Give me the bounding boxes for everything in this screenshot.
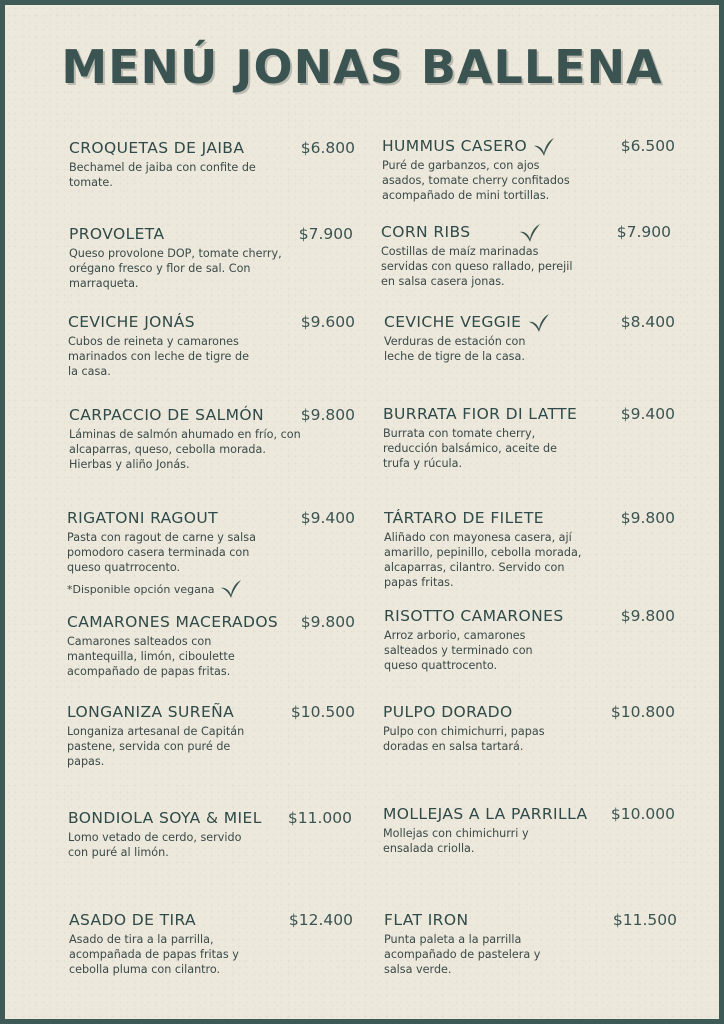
vegan-note-text: *Disponible opción vegana	[67, 582, 215, 596]
item-description: Queso provolone DOP, tomate cherry, orégano fresco y flor de sal. Con marraqueta.	[69, 247, 282, 290]
item-description: Aliñado con mayonesa casera, ají amarillo, pepinillo, cebolla morada, alcaparras, cilantro. Servido con papas fritas.	[384, 531, 582, 589]
item-name: CARPACCIO DE SALMÓN	[69, 406, 265, 424]
item-name: MOLLEJAS A LA PARRILLA	[383, 805, 588, 823]
leaf-icon	[219, 579, 243, 599]
item-description: Bechamel de jaiba con confite de tomate.	[69, 161, 256, 189]
item-price: $7.900	[616, 223, 671, 241]
menu-item	[383, 803, 675, 856]
item-price: $9.600	[300, 313, 355, 331]
menu-item	[69, 223, 353, 291]
item-description: Camarones salteados con mantequilla, limón, ciboulette acompañado de papas fritas.	[67, 635, 235, 678]
leaf-icon	[518, 223, 542, 243]
item-name: CEVICHE JONÁS	[68, 313, 195, 331]
item-price: $9.400	[300, 509, 355, 527]
item-name: CAMARONES MACERADOS	[67, 613, 279, 631]
item-description: Verduras de estación con leche de tigre de la casa.	[384, 335, 526, 363]
menu-title: MENÚ JONAS BALLENA	[61, 40, 663, 94]
menu-item	[67, 611, 355, 679]
item-price: $11.500	[612, 911, 677, 929]
vegan-note	[67, 579, 355, 599]
menu-item	[382, 135, 675, 203]
item-description: Láminas de salmón ahumado en frío, con alcaparras, queso, cebolla morada. Hierbas y aliño Jonás.	[69, 428, 301, 471]
item-name: CROQUETAS DE JAIBA	[69, 139, 245, 157]
item-price: $9.800	[300, 406, 355, 424]
item-price: $10.500	[290, 703, 355, 721]
item-description: Pulpo con chimichurri, papas doradas en salsa tartará.	[383, 725, 545, 753]
item-description: Pasta con ragout de carne y salsa pomodoro casera terminada con queso quatrrocento.	[67, 531, 256, 574]
item-price: $9.800	[300, 613, 355, 631]
item-description: Mollejas con chimichurri y ensalada criolla.	[383, 827, 529, 855]
item-name: ASADO DE TIRA	[69, 911, 197, 929]
item-price: $7.900	[298, 225, 353, 243]
menu-item	[69, 909, 353, 977]
item-description: Puré de garbanzos, con ajos asados, tomate cherry confitados acompañado de mini tortillas.	[382, 159, 570, 202]
item-name: BURRATA FIOR DI LATTE	[383, 405, 578, 423]
item-name-text: CEVICHE VEGGIE	[384, 313, 522, 331]
menu-item	[67, 701, 355, 769]
menu-item	[67, 507, 355, 599]
item-price: $8.400	[620, 313, 675, 331]
item-name: RISOTTO CAMARONES	[384, 607, 564, 625]
item-price: $10.000	[610, 805, 675, 823]
item-price: $9.800	[620, 509, 675, 527]
menu-item	[383, 403, 675, 471]
item-description: Cubos de reineta y camarones marinados con leche de tigre de la casa.	[68, 335, 249, 378]
leaf-icon	[532, 137, 556, 157]
item-price: $12.400	[288, 911, 353, 929]
item-price: $11.000	[287, 809, 352, 827]
item-name: RIGATONI RAGOUT	[67, 509, 219, 527]
item-price: $6.500	[620, 137, 675, 155]
item-name-text: CORN RIBS	[381, 223, 471, 241]
item-name: TÁRTARO DE FILETE	[384, 509, 544, 527]
menu-item	[69, 137, 355, 190]
leaf-icon	[527, 313, 551, 333]
item-name: LONGANIZA SUREÑA	[67, 703, 235, 721]
item-description: Asado de tira a la parrilla, acompañada de papas fritas y cebolla pluma con cilantro.	[69, 933, 239, 976]
menu-item	[381, 221, 671, 289]
menu-item	[68, 807, 352, 860]
item-name: PROVOLETA	[69, 225, 165, 243]
item-name-text: HUMMUS CASERO	[382, 137, 528, 155]
item-description: Lomo vetado de cerdo, servido con puré al limón.	[68, 831, 242, 859]
item-price: $10.800	[610, 703, 675, 721]
item-price: $9.800	[620, 607, 675, 625]
menu-item	[384, 507, 675, 590]
menu-item	[68, 311, 355, 379]
menu-item	[383, 701, 675, 754]
item-description: Arroz arborio, camarones salteados y terminado con queso quattrocento.	[384, 629, 533, 672]
menu-item	[384, 605, 675, 673]
item-price: $6.800	[300, 139, 355, 157]
menu-item	[69, 404, 355, 472]
menu-item	[384, 311, 675, 364]
menu-item	[384, 909, 677, 977]
item-description: Punta paleta a la parrilla acompañado de pastelera y salsa verde.	[384, 933, 541, 976]
item-description: Burrata con tomate cherry, reducción balsámico, aceite de trufa y rúcula.	[383, 427, 558, 470]
item-description: Longaniza artesanal de Capitán pastene, servida con puré de papas.	[67, 725, 245, 768]
item-name: FLAT IRON	[384, 911, 469, 929]
item-description: Costillas de maíz marinadas servidas con queso rallado, perejil en salsa casera jonas.	[381, 245, 573, 288]
item-name: PULPO DORADO	[383, 703, 513, 721]
item-price: $9.400	[620, 405, 675, 423]
item-name: BONDIOLA SOYA & MIEL	[68, 809, 262, 827]
